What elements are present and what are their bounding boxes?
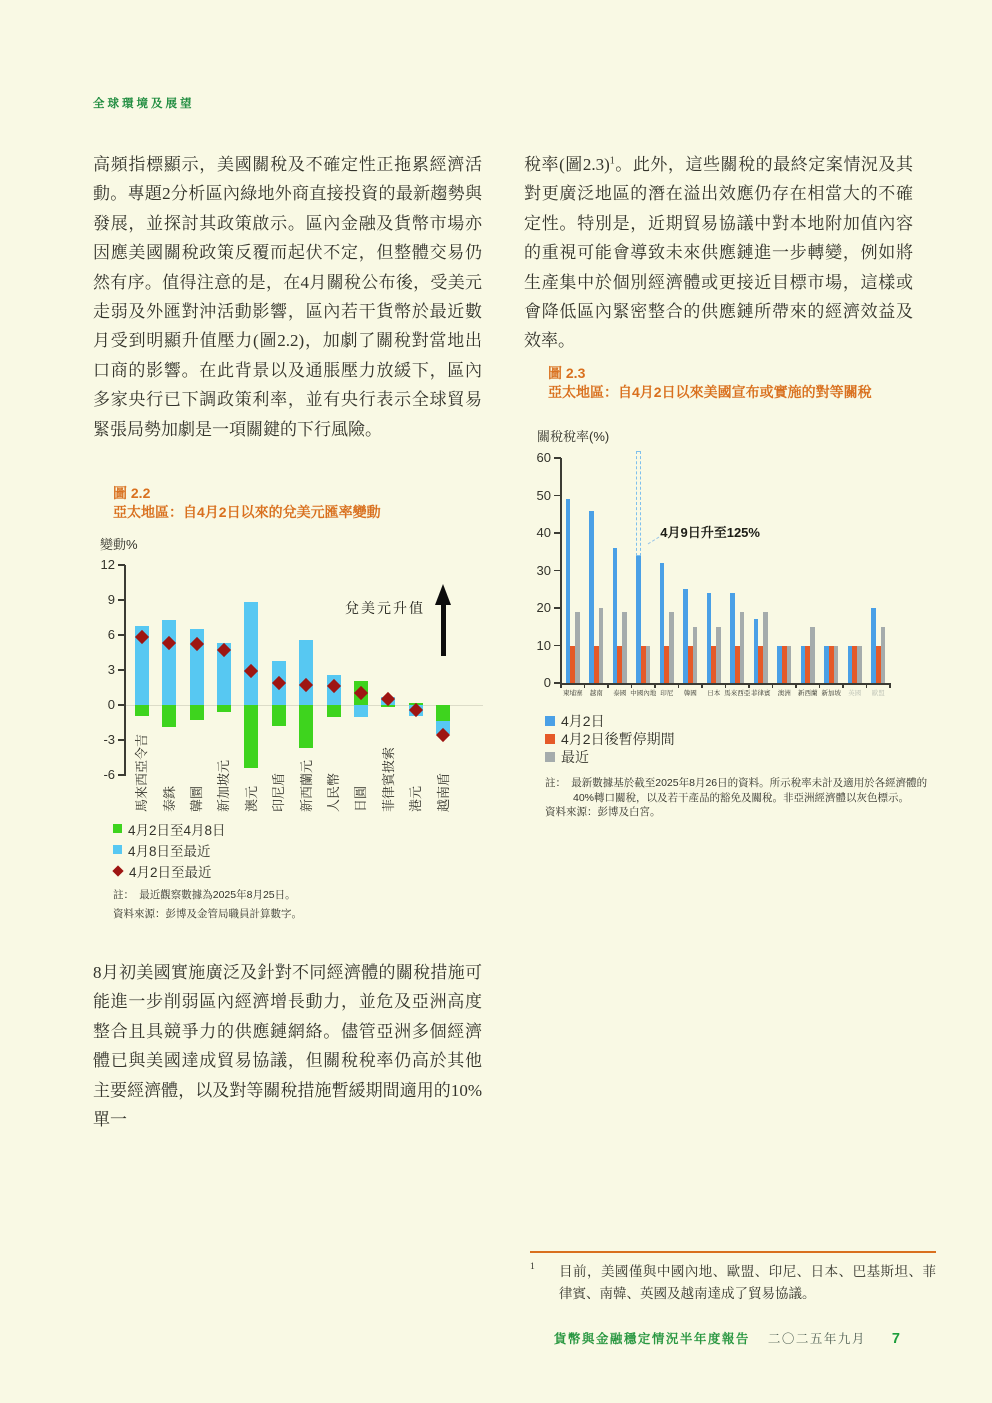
fig23-bar-最近	[693, 627, 698, 683]
fig22-bar-4月2日至4月8日	[272, 705, 286, 726]
fig23-note-line: 資料來源：彭博及白宮。	[545, 806, 661, 818]
footer-report-title: 貨幣與金融穩定情況半年度報告	[553, 1332, 750, 1346]
fig22-y-tick	[118, 564, 125, 566]
fig23-bar-最近	[857, 646, 862, 684]
figure-2-2-plot	[100, 557, 483, 812]
fig23-legend-label: 4月2日	[561, 713, 605, 729]
fig23-x-label: 歐盟	[871, 690, 885, 697]
fig23-bar-最近	[669, 612, 674, 683]
page-number: 7	[891, 1331, 900, 1347]
fig22-x-label: 日圓	[353, 785, 369, 812]
fig23-bar-最近	[575, 612, 580, 683]
arrow-head	[435, 584, 451, 605]
fig22-y-tick-label: -6	[103, 767, 115, 782]
fig23-x-label: 越南	[589, 690, 603, 697]
fig23-x-label: 日本	[707, 690, 721, 697]
fig22-x-label: 韓圜	[189, 785, 204, 812]
fig23-y-tick	[554, 570, 561, 572]
fig23-y-tick-label: 0	[543, 675, 551, 690]
fig22-x-label: 菲律賓披索	[380, 746, 396, 812]
fig23-y-tick	[554, 495, 561, 497]
fig22-y-tick	[118, 704, 125, 706]
fig22-legend-label: 4月8日至最近	[128, 843, 211, 859]
fig23-bar-最近	[763, 612, 768, 683]
fig22-y-tick-label: 0	[107, 697, 115, 712]
fig22-y-tick-label: -3	[103, 732, 115, 747]
fig23-note-line: 40%轉口關稅，以及若干產品的豁免及關稅。非亞洲經濟體以灰色標示。	[573, 791, 910, 804]
fig23-y-tick	[554, 457, 561, 459]
fig22-x-label: 新加坡元	[216, 759, 232, 812]
figure-2-3-ylabel: 關稅稅率(%)	[537, 429, 610, 444]
fig23-bar-最近	[599, 608, 604, 683]
fig23-y-tick-label: 40	[536, 525, 551, 540]
fig22-y-tick-label: 12	[100, 557, 115, 572]
footnote-divider	[530, 1251, 936, 1253]
figure-2-2-title: 亞太地區：自4月2日以來的兌美元匯率變動	[113, 504, 381, 520]
fig22-bar-4月8日至最近	[354, 705, 368, 717]
up-arrow-icon	[435, 584, 451, 656]
footnote-text: 目前，美國僅與中國內地、歐盟、印尼、日本、巴基斯坦、菲律賓、南韓、英國及越南達成了貿易協議。	[559, 1264, 936, 1301]
fig22-legend-label: 4月2日至4月8日	[128, 822, 226, 838]
fig23-legend-swatch	[545, 734, 555, 744]
figure-2-2-legend	[113, 818, 226, 881]
fig23-x-label: 印尼	[660, 690, 674, 697]
fig22-y-tick	[118, 669, 125, 671]
fig22-x-label: 新西蘭元	[298, 759, 314, 812]
fig23-y-tick-label: 10	[536, 637, 551, 653]
fig22-note-line: 資料來源：彭博及金管局職員計算數字。	[113, 908, 302, 920]
fig23-legend-label: 最近	[561, 749, 589, 765]
fig22-bar-4月2日至4月8日	[299, 705, 313, 748]
paragraph-1: 高頻指標顯示，美國關稅及不確定性正拖累經濟活動。專題2分析區內綠地外商直接投資的最新趨勢與發展，並探討其政策啟示。區內金融及貨幣市場亦因應美國關稅政策反覆而起伏不定，但整體交易仍然有序。值得注意的是，在4月關稅公布後，受美元走弱及外匯對沖活動影響，區內若干貨幣於最近數月受到明顯升值壓力(圖2.2)，加劇了關稅對當地出口商的影響。在此背景以及通脹壓力放緩下，區內多家央行已下調政策利率，並有央行表示全球貿易緊張局勢加劇是一項關鍵的下行風險。	[93, 155, 482, 439]
fig23-x-label: 英國	[848, 690, 862, 697]
fig22-bar-4月2日至4月8日	[162, 705, 176, 727]
paragraph-3	[524, 150, 913, 356]
fig23-x-label: 柬埔寨	[563, 690, 583, 697]
fig23-x-label: 新加坡	[821, 690, 841, 697]
fig22-x-label: 港元	[408, 785, 424, 812]
figure-2-3-label: 圖 2.3	[548, 365, 586, 381]
fig23-y-tick-label: 30	[536, 562, 551, 578]
fig23-note-line: 註： 最新數據基於截至2025年8月26日的資料。所示稅率未計及適用於各經濟體的	[545, 777, 928, 789]
fig22-legend-item	[113, 860, 226, 881]
figure-2-2-annotation: 兌美元升值	[345, 600, 425, 616]
fig23-bar-最近	[810, 627, 815, 683]
figure-2-2-notes	[113, 886, 302, 924]
fig22-bar-4月8日至最近	[244, 602, 258, 705]
figure-2-3-notes	[545, 776, 927, 820]
fig22-y-tick-label: 3	[107, 662, 115, 677]
footnote	[530, 1251, 936, 1304]
fig23-legend-item	[545, 748, 675, 766]
fig23-bar-最近	[646, 646, 651, 684]
fig22-bar-4月2日至4月8日	[135, 705, 149, 716]
footnote-ref-marker: 1	[609, 155, 615, 167]
fig23-legend-swatch	[545, 716, 555, 726]
fig22-x-label: 澳元	[243, 785, 259, 812]
footer-date: 二〇二五年九月	[767, 1332, 866, 1346]
fig22-bar-4月2日至4月8日	[327, 705, 341, 717]
fig23-y-tick-label: 60	[536, 450, 551, 465]
fig23-y-tick	[554, 532, 561, 534]
fig22-legend-diamond-swatch	[112, 865, 123, 876]
fig23-x-label: 韓國	[683, 690, 697, 697]
fig23-y-tick	[554, 645, 561, 647]
figure-2-3	[524, 362, 964, 832]
fig23-annotation-leader	[648, 537, 660, 545]
fig22-bar-4月2日至4月8日	[244, 705, 258, 768]
fig23-y-tick-label: 20	[536, 600, 551, 615]
fig22-y-tick-label: 6	[107, 627, 115, 642]
fig22-y-tick	[118, 634, 125, 636]
fig23-x-label: 馬來西亞	[724, 690, 751, 697]
fig23-x-label: 澳洲	[777, 690, 791, 697]
fig22-bar-4月2日至4月8日	[217, 705, 231, 712]
footnote-marker: 1	[530, 1262, 535, 1272]
fig22-y-tick	[118, 739, 125, 741]
paragraph-3-rest: 。此外，這些關稅的最終定案情況及其對更廣泛地區的潛在溢出效應仍存在相當大的不確定性。特別是，近期貿易協議中對本地附加值內容的重視可能會導致未來供應鏈進一步轉變，例如將生產集中於個別經濟體或更接近目標市場，這樣或會降低區內緊密整合的供應鏈所帶來的經濟效益及效率。	[524, 155, 913, 351]
fig23-bar-最近	[787, 646, 792, 684]
figure-2-3-title: 亞太地區：自4月2日以來美國宣布或實施的對等關稅	[548, 384, 872, 400]
fig23-bar-最近	[622, 612, 627, 683]
fig23-dashed-tariff-extension	[636, 451, 641, 556]
fig22-y-tick-label: 9	[107, 592, 115, 607]
fig22-bar-4月8日至最近	[299, 640, 313, 705]
fig23-bar-最近	[716, 627, 721, 683]
page-footer	[554, 1329, 900, 1347]
fig22-x-label: 越南盾	[435, 772, 451, 812]
fig22-y-tick	[118, 774, 125, 776]
fig22-note-line: 註： 最近觀察數據為2025年8月25日。	[113, 889, 296, 901]
fig23-x-label: 中國內地	[630, 690, 657, 697]
figure-2-2	[93, 484, 495, 944]
fig22-x-label: 人民幣	[326, 772, 341, 812]
fig23-x-label: 新西蘭	[798, 690, 818, 697]
fig23-y-tick	[554, 607, 561, 609]
fig23-legend-item	[545, 712, 675, 730]
fig22-bar-4月2日至4月8日	[190, 705, 204, 720]
fig22-bar-4月8日至最近	[162, 620, 176, 705]
fig22-legend-swatch	[113, 845, 122, 854]
fig22-y-tick	[118, 599, 125, 601]
fig22-x-label: 印尼盾	[271, 772, 287, 812]
fig22-x-label: 馬來西亞令吉	[134, 733, 150, 812]
fig22-legend-item	[113, 839, 226, 860]
fig23-y-tick-label: 50	[536, 487, 551, 503]
paragraph-2: 8月初美國實施廣泛及針對不同經濟體的關稅措施可能進一步削弱區內經濟增長動力，並危及亞洲高度整合且具競爭力的供應鏈網絡。儘管亞洲多個經濟體已與美國達成貿易協議，但關稅稅率仍高於其他主要經濟體，以及對等關稅措施暫緩期間適用的10%單一	[93, 963, 482, 1130]
fig22-legend-item	[113, 818, 226, 839]
fig23-annotation-text: 4月9日升至125%	[660, 525, 760, 540]
fig23-legend-item	[545, 730, 675, 748]
fig22-legend-label: 4月2日至最近	[129, 864, 212, 880]
fig22-bar-4月2日至4月8日	[436, 705, 450, 721]
fig23-bar-最近	[881, 627, 886, 683]
section-header: 全球環境及展望	[93, 98, 195, 110]
arrow-shaft	[441, 604, 446, 656]
figure-2-2-label: 圖 2.2	[113, 485, 151, 501]
fig23-bar-最近	[834, 646, 839, 684]
fig22-x-label: 泰銖	[161, 785, 177, 812]
figure-2-2-ylabel: 變動%	[100, 537, 138, 552]
paragraph-3-lead: 稅率(圖2.3)	[524, 155, 610, 174]
fig23-legend-label: 4月2日後暫停期間	[561, 731, 675, 747]
fig23-x-label: 泰國	[613, 690, 627, 697]
fig22-legend-swatch	[113, 824, 122, 833]
figure-2-3-plot	[536, 450, 890, 697]
fig23-bar-最近	[740, 612, 745, 683]
fig23-x-label: 菲律賓	[751, 690, 771, 697]
fig23-legend-swatch	[545, 752, 555, 762]
figure-2-3-legend	[545, 712, 675, 766]
